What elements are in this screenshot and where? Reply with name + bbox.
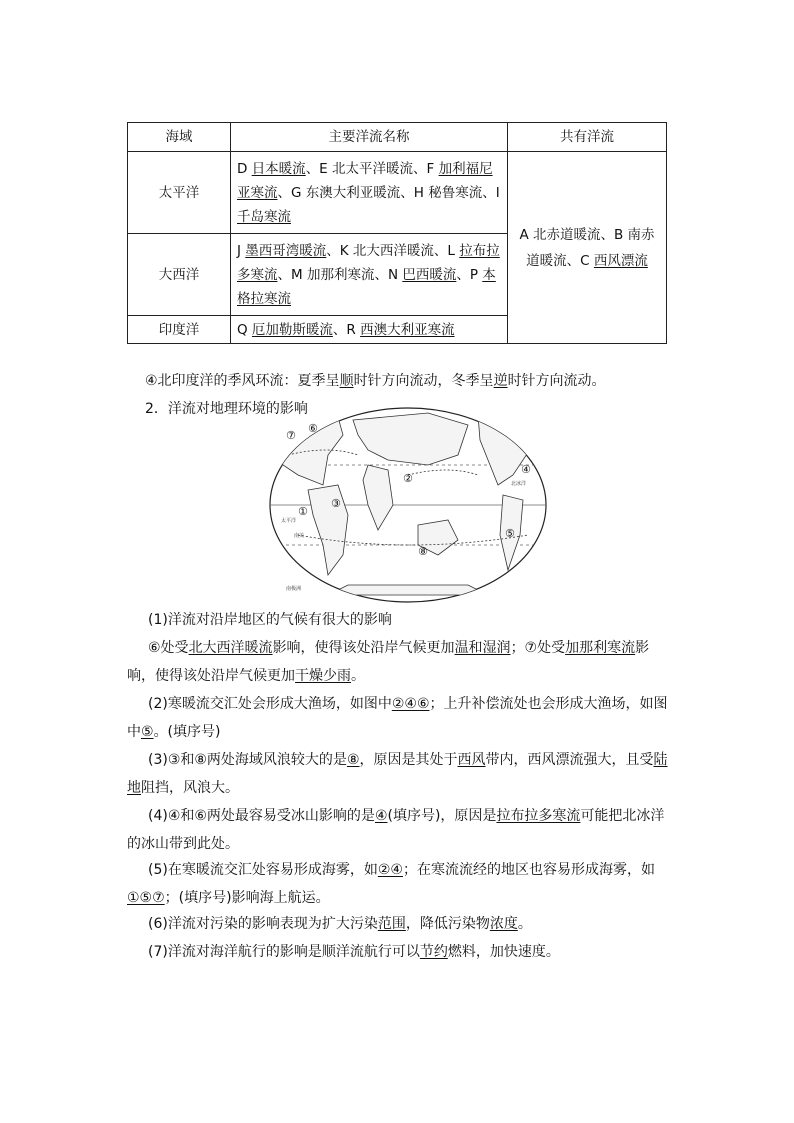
map-label: 太平洋 <box>281 518 297 524</box>
answer-text: 浓度 <box>489 916 518 932</box>
answer-text: 范围 <box>377 916 406 932</box>
marker-1: ① <box>298 505 308 518</box>
marker-7: ⑦ <box>286 429 296 442</box>
text-span: 、M 加那利寒流、N <box>277 266 403 283</box>
text-span: ；(填序号)影响海上航运。 <box>164 890 330 906</box>
current-list <box>231 152 508 234</box>
map-label: 南极洲 <box>286 586 302 592</box>
text-span: (填序号)，原因是 <box>387 808 497 824</box>
answer-text: 温和湿润 <box>454 640 511 656</box>
sea-name: 大西洋 <box>128 234 231 316</box>
paragraph-7 <box>148 910 693 938</box>
text-span: (1)洋流对沿岸地区的气候有很大的影响 <box>148 612 392 628</box>
text-span: 影响，使得该处沿岸气候更加 <box>272 640 455 656</box>
paragraph-1 <box>148 606 693 634</box>
paragraph-8 <box>148 938 693 966</box>
answer-text: 墨西哥湾暖流 <box>245 242 327 259</box>
marker-6: ⑥ <box>308 422 318 435</box>
marker-2: ② <box>403 472 413 485</box>
paragraph-3 <box>127 690 672 746</box>
marker-5: ⑤ <box>505 527 515 540</box>
answer-text: 本格拉寒流 <box>237 266 496 307</box>
answer-text: 逆 <box>493 373 508 389</box>
text-span: D <box>237 160 252 177</box>
answer-text: ②④⑥ <box>391 696 430 712</box>
answer-text: 西风 <box>457 752 486 768</box>
text-span: (3)③和⑧两处海域风浪较大的是 <box>148 752 347 768</box>
answer-text: 北大西洋暖流 <box>188 640 273 656</box>
answer-text: 厄加勒斯暖流 <box>251 321 333 338</box>
text-span: J <box>237 242 246 259</box>
text-span: ，降低污染物 <box>405 916 490 932</box>
marker-8: ⑧ <box>418 545 428 558</box>
marker-4: ④ <box>521 463 531 476</box>
answer-text: ⑤ <box>141 724 154 740</box>
text-span: 2．洋流对地理环境的影响 <box>145 401 308 417</box>
answer-text: ⑧ <box>346 752 360 768</box>
table-header-row <box>128 123 667 152</box>
common-currents <box>508 152 667 344</box>
marker-3: ③ <box>331 497 341 510</box>
text-span: 带内，西风漂流强大，且受 <box>485 752 654 768</box>
current-list <box>231 316 508 344</box>
header-common: 共有洋流 <box>508 123 667 152</box>
paragraph-4 <box>127 746 672 802</box>
text-span: 影响，使得该处沿岸气候更加 <box>127 640 650 684</box>
answer-text: 拉布拉多寒流 <box>496 808 581 824</box>
sea-name: 太平洋 <box>128 152 231 234</box>
text-span: 。 <box>351 668 365 684</box>
text-span: 阻挡，风浪大。 <box>141 780 239 796</box>
text-span: 、G 东澳大利亚暖流、H 秘鲁寒流、I <box>277 184 500 201</box>
ocean-currents-table <box>127 122 667 344</box>
answer-text: 干燥少雨 <box>295 668 351 684</box>
text-span: ；上升补偿流处也会形成大渔场，如图中 <box>127 696 668 740</box>
text-span: ；在寒流流经的地区也容易形成海雾，如 <box>402 862 655 878</box>
text-span: (6)洋流对污染的影响表现为扩大污染 <box>148 916 378 932</box>
header-currents: 主要洋流名称 <box>231 123 508 152</box>
answer-text: 西澳大利亚寒流 <box>360 321 455 338</box>
current-list <box>231 234 508 316</box>
text-span: 、R <box>332 321 361 338</box>
text-span: 时针方向流动。 <box>507 373 606 389</box>
answer-text: ①⑤⑦ <box>127 890 165 906</box>
answer-text: 陆地 <box>127 752 668 796</box>
text-span: 燃料，加快速度。 <box>447 944 560 960</box>
text-span: (2)寒暖流交汇处会形成大渔场，如图中 <box>148 696 392 712</box>
map-label: 南美 <box>294 533 305 539</box>
paragraph-5 <box>127 802 672 858</box>
answer-text: 千岛寒流 <box>237 208 291 225</box>
text-span: 。(填序号) <box>153 724 221 740</box>
table-row <box>128 152 667 234</box>
header-sea: 海域 <box>128 123 231 152</box>
text-span: ；⑦处受 <box>510 640 566 656</box>
paragraph-2 <box>127 634 672 690</box>
answer-text: ④ <box>374 808 388 824</box>
sea-name: 印度洋 <box>128 316 231 344</box>
text-span: Q <box>237 321 252 338</box>
map-label: 北冰洋 <box>511 481 527 487</box>
answer-text: 日本暖流 <box>251 160 306 177</box>
paragraph-6 <box>127 856 672 912</box>
answer-text: 顺 <box>339 373 354 389</box>
text-span: ，原因是其处于 <box>359 752 458 768</box>
text-span: (7)洋流对海洋航行的影响是顺洋流航行可以 <box>148 944 420 960</box>
text-span: (4)④和⑥两处最容易受冰山影响的是 <box>148 808 375 824</box>
text-span: ⑥处受 <box>148 640 189 656</box>
answer-text: ②④ <box>377 862 403 878</box>
text-span: 可能把北冰洋的冰山带到此处。 <box>127 808 665 852</box>
world-map-svg <box>268 405 548 605</box>
world-map <box>268 405 548 605</box>
text-span: 、P <box>456 266 483 283</box>
text-span: 。 <box>517 916 532 932</box>
text-span: 时针方向流动，冬季呈 <box>353 373 494 389</box>
answer-text: 巴西暖流 <box>402 266 457 283</box>
text-span: ④北印度洋的季风环流：夏季呈 <box>145 373 340 389</box>
text-span: 、E 北太平洋暖流、F <box>305 160 439 177</box>
text-span: 、K 北大西洋暖流、L <box>326 242 460 259</box>
answer-text: 加那利寒流 <box>565 640 636 656</box>
answer-text: 加利福尼亚寒流 <box>237 160 493 201</box>
text-span: (5)在寒暖流交汇处容易形成海雾，如 <box>148 862 378 878</box>
answer-text: 拉布拉多寒流 <box>237 242 500 283</box>
answer-text: 节约 <box>419 944 448 960</box>
answer-text: 西风漂流 <box>593 252 648 269</box>
text-span: A 北赤道暖流、B 南赤道暖流、C <box>519 226 655 269</box>
monsoon-note <box>145 367 690 395</box>
